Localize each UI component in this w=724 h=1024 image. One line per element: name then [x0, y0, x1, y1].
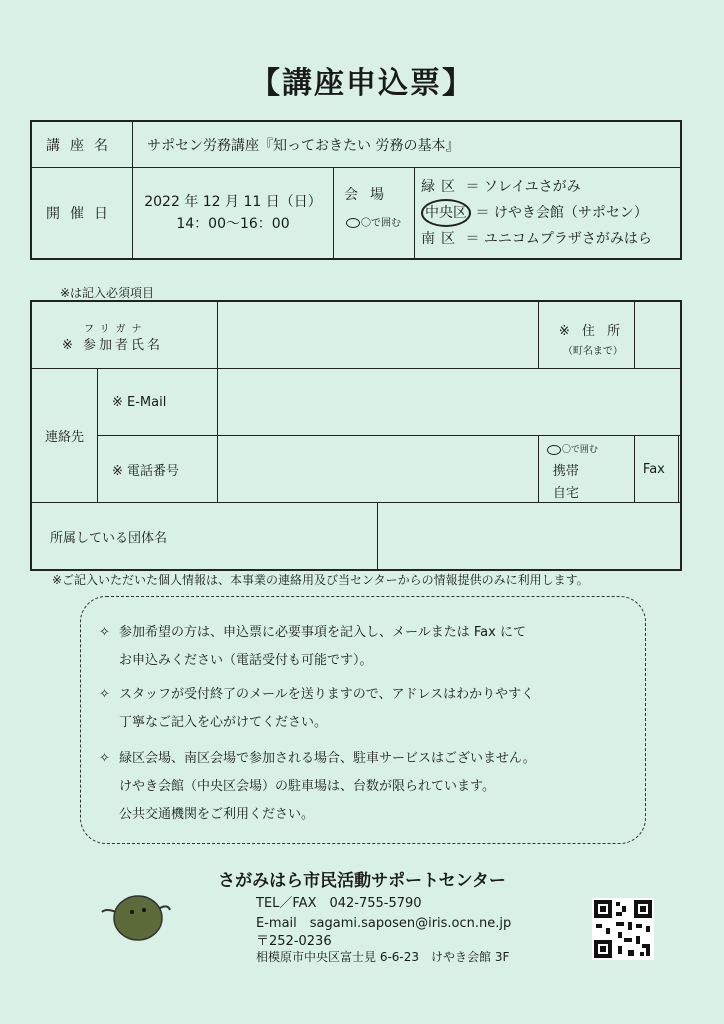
note-item: ✧ 緑区会場、南区会場で参加される場合、駐車サービスはございません。 けやき会館（中央区会場）の駐車場は、台数が限られています。 公共交通機関をご利用ください。	[99, 745, 536, 829]
venue-option[interactable]	[421, 227, 674, 251]
email-label: ※ E-Mail	[98, 369, 218, 436]
org-input[interactable]	[378, 503, 681, 571]
notes-box	[80, 596, 646, 844]
address-label-cell	[538, 301, 634, 369]
org-label: 所属している団体名	[31, 503, 378, 571]
bean-mascot-icon	[96, 886, 176, 946]
required-note: ※は記入必須項目	[60, 286, 155, 300]
fax-input[interactable]	[678, 436, 681, 503]
venue-label: 会場	[344, 187, 396, 203]
date-label: 開催日	[31, 168, 133, 260]
venue-name: ＝ ユニコムプラザさがみはら	[465, 231, 652, 247]
phone-label: ※ 電話番号	[98, 436, 218, 503]
email-input[interactable]	[218, 369, 682, 436]
phone-type-home[interactable]: 自宅	[552, 486, 579, 501]
venue-option[interactable]	[421, 175, 674, 199]
course-name: サポセン労務講座『知っておきたい 労務の基本』	[133, 121, 682, 168]
email-address[interactable]: E-mail sagami.saposen@iris.ocn.ne.jp	[256, 916, 512, 931]
address-label: ※ 住 所	[558, 324, 625, 339]
phone-type-cell[interactable]	[538, 436, 634, 503]
address-input[interactable]	[634, 301, 681, 369]
phone-type-mobile[interactable]: 携帯	[552, 464, 579, 479]
organization-name: さがみはら市民活動サポートセンター	[218, 871, 506, 891]
diamond-bullet-icon: ✧	[99, 687, 110, 702]
venue-name: ＝ けやき会館（サポセン）	[475, 205, 648, 221]
venue-name: ＝ ソレイユさがみ	[465, 179, 581, 195]
date-line-2: 14：00〜16：00	[176, 216, 290, 232]
furigana-label: フリガナ	[84, 324, 148, 335]
postal-code: 〒252-0236	[256, 934, 332, 949]
venue-district-circled: 中央区	[421, 199, 471, 227]
contact-label: 連絡先	[31, 369, 98, 503]
qr-code-icon[interactable]	[592, 898, 654, 960]
venue-district: 南区	[421, 231, 461, 247]
date-line-1: 2022 年 12 月 11 日（日）	[144, 194, 322, 210]
venue-label-cell	[334, 168, 415, 260]
address-sub-label: （町名まで）	[562, 346, 623, 357]
circle-icon	[547, 445, 561, 455]
page-title: 【講座申込票】	[250, 66, 474, 101]
phone-input[interactable]	[218, 436, 539, 503]
venue-option[interactable]	[421, 199, 674, 227]
name-input[interactable]	[218, 301, 539, 369]
privacy-note: ※ご記入いただいた個人情報は、本事業の連絡用及び当センターからの情報提供のみに利用します。	[52, 573, 589, 587]
note-item: ✧ スタッフが受付終了のメールを送りますので、アドレスはわかりやすく 丁寧なご記入を心がけてください。	[99, 681, 534, 737]
phone-type-note: 〇で囲む	[547, 442, 598, 455]
diamond-bullet-icon: ✧	[99, 751, 110, 766]
name-label: ※ 参加者氏名	[62, 338, 164, 353]
fax-label: Fax	[634, 436, 678, 503]
name-label-cell	[31, 301, 218, 369]
diamond-bullet-icon: ✧	[99, 625, 110, 640]
circle-icon	[346, 218, 360, 228]
venue-circle-note: 〇で囲む	[346, 214, 401, 229]
event-info-table	[30, 120, 682, 260]
note-item: ✧ 参加希望の方は、申込票に必要事項を記入し、メールまたは Fax にて お申込みください（電話受付も可能です）。	[99, 619, 526, 675]
date-cell	[133, 168, 334, 260]
registration-form-table	[30, 300, 682, 571]
venue-list	[415, 168, 682, 260]
street-address: 相模原市中央区富士見 6-6-23 けやき会館 3F	[256, 950, 510, 964]
course-label: 講座名	[31, 121, 133, 168]
venue-district: 緑区	[421, 179, 461, 195]
tel-fax: TEL／FAX 042-755-5790	[256, 896, 422, 911]
